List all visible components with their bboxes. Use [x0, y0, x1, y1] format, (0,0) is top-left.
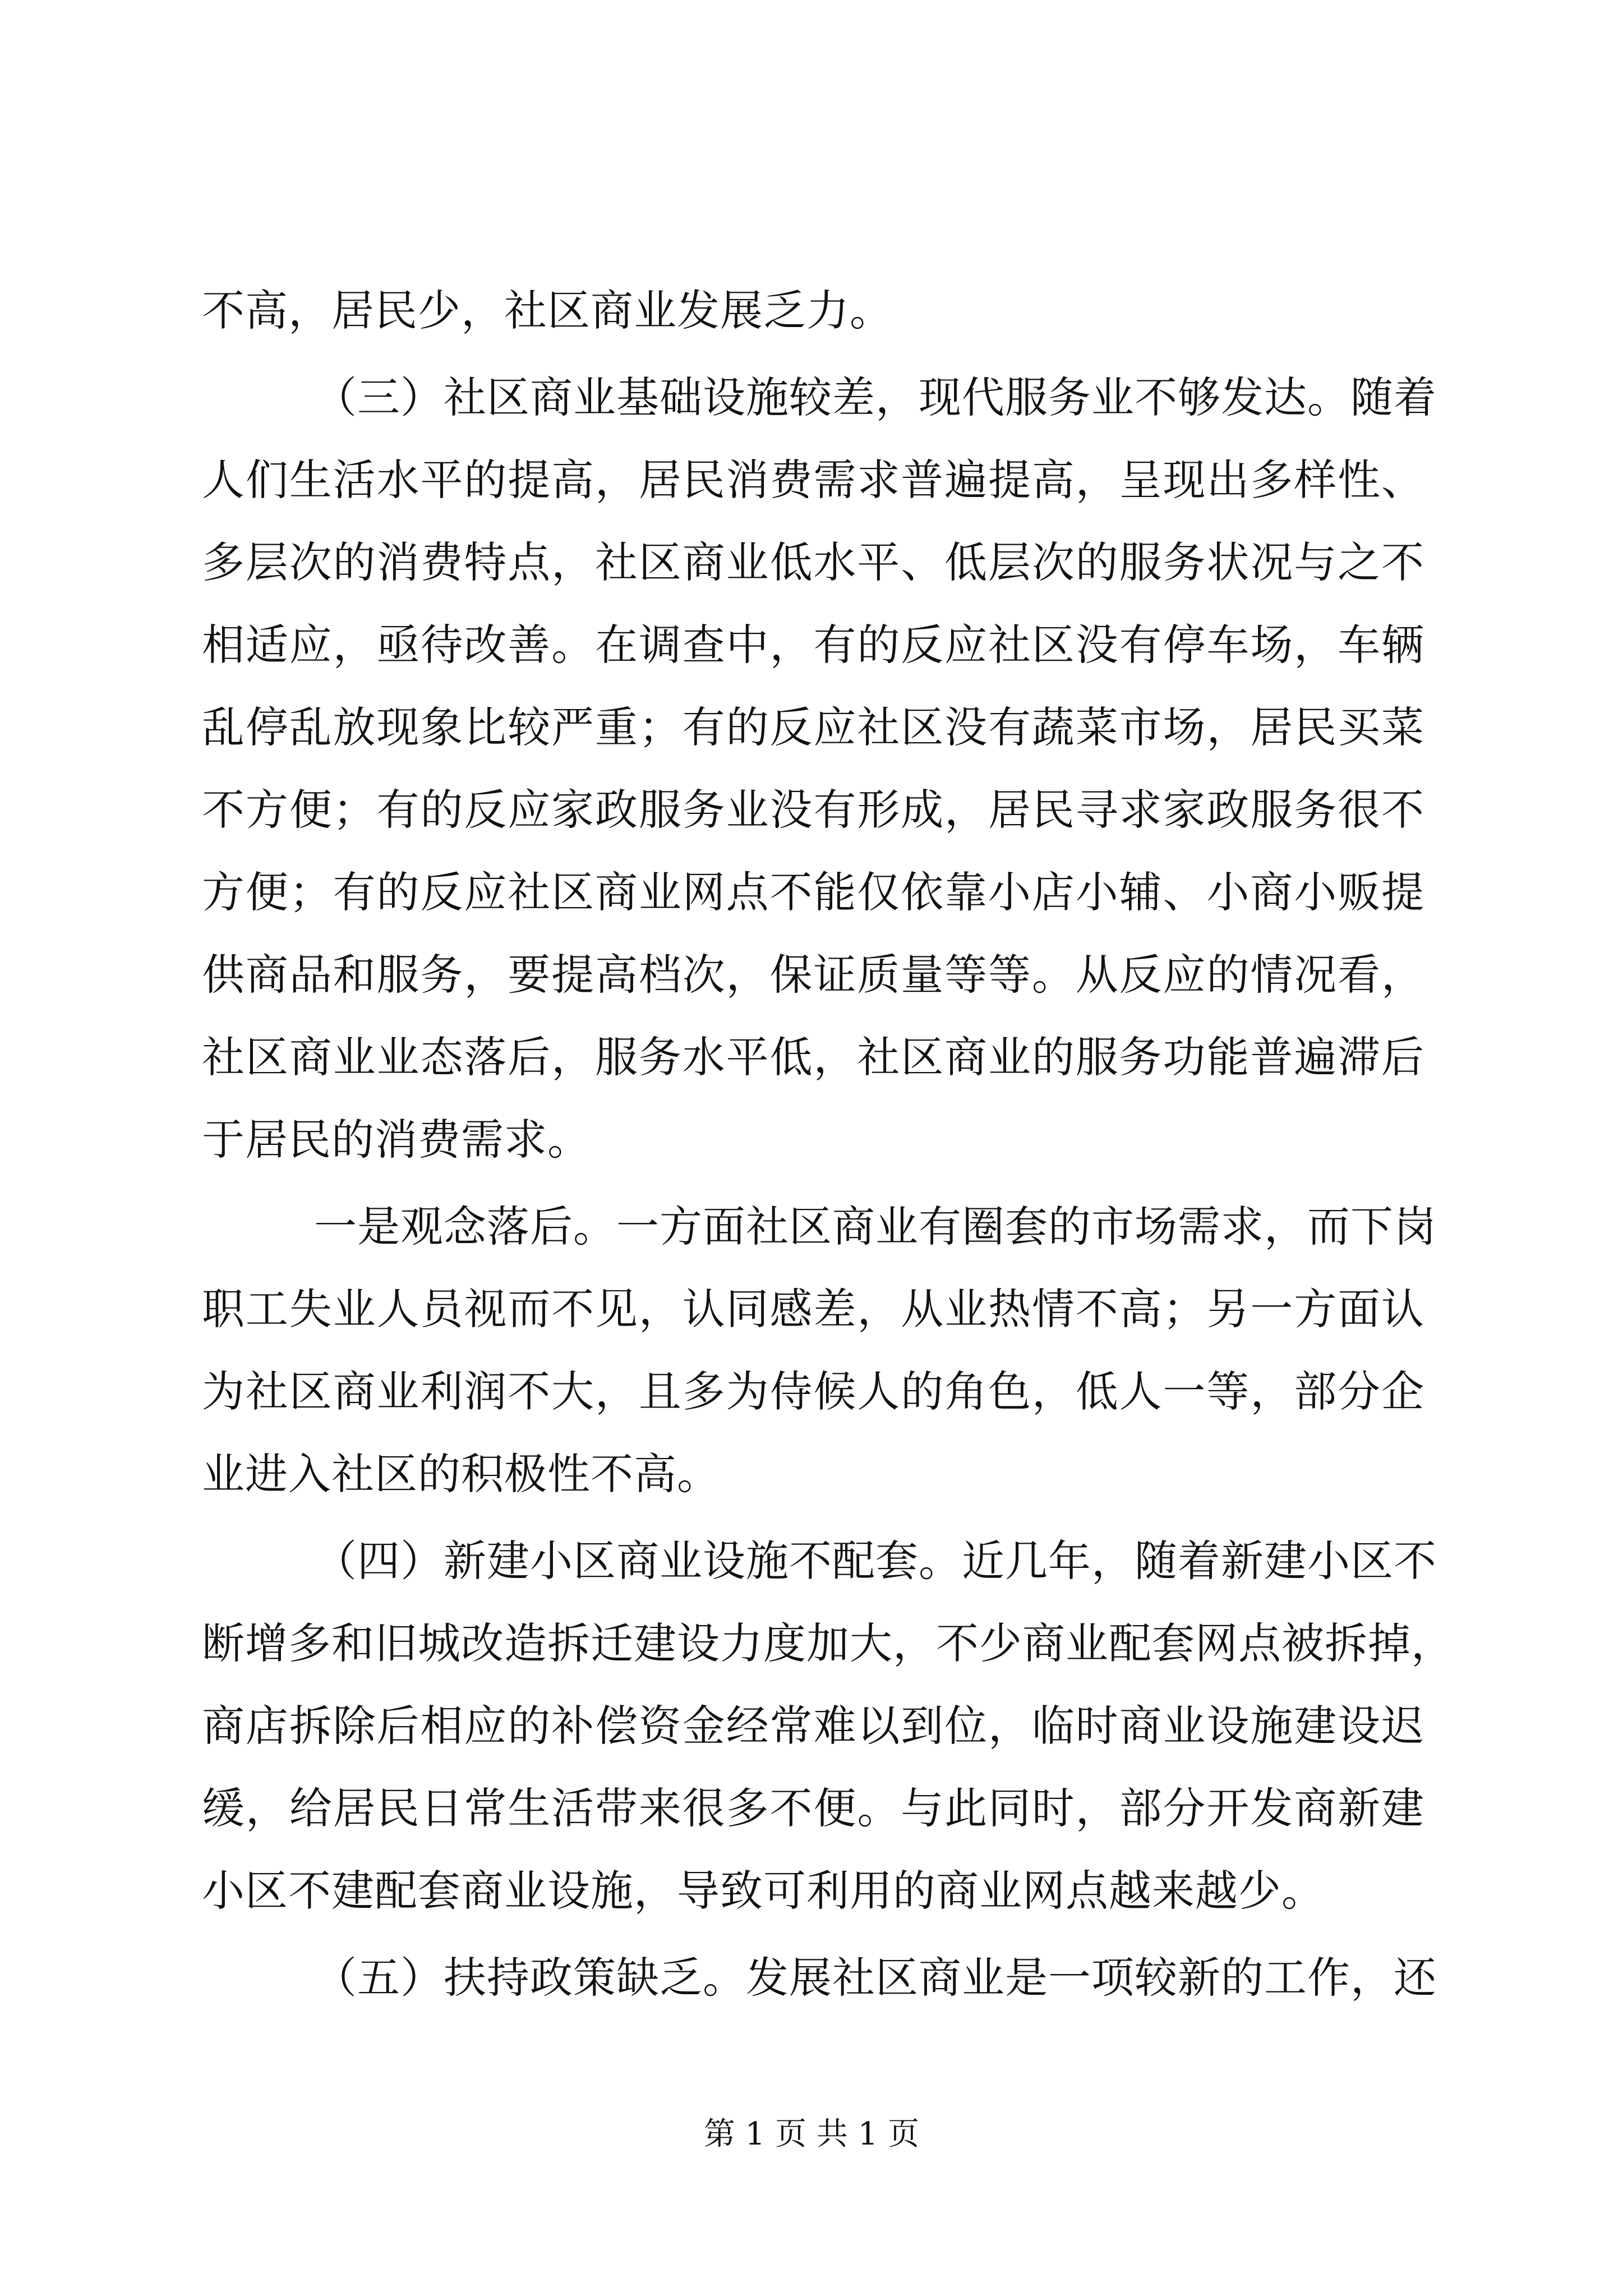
text-line: 多层次的消费特点，社区商业低水平、低层次的服务状况与之不	[202, 537, 1424, 587]
text-line: 不高，居民少，社区商业发展乏力。	[202, 286, 893, 335]
text-line: 为社区商业利润不大，且多为侍候人的角色，低人一等，部分企	[202, 1366, 1424, 1416]
document-body	[202, 269, 1454, 2019]
text-line: 一是观念落后。一方面社区商业有圈套的市场需求，而下岗	[314, 1202, 1437, 1251]
text-line: （三）社区商业基础设施较差，现代服务业不够发达。随着	[314, 372, 1437, 422]
text-line: 社区商业业态落后，服务水平低，社区商业的服务功能普遍滞后	[202, 1032, 1424, 1082]
text-line: 缓，给居民日常生活带来很多不便。与此同时，部分开发商新建	[202, 1783, 1424, 1833]
text-line: （五）扶持政策缺乏。发展社区商业是一项较新的工作，还	[314, 1953, 1437, 2003]
text-line: 供商品和服务，要提高档次，保证质量等等。从反应的情况看，	[202, 950, 1424, 1000]
text-line: 于居民的消费需求。	[202, 1115, 591, 1165]
paragraph	[202, 1520, 1454, 1932]
paragraph	[202, 1185, 1437, 1515]
text-line: 断增多和旧城改造拆迁建设力度加大，不少商业配套网点被拆掉，	[202, 1618, 1454, 1668]
text-line: 商店拆除后相应的补偿资金经常难以到位，临时商业设施建设迟	[202, 1701, 1424, 1751]
page-footer: 第 1 页 共 1 页	[703, 2116, 920, 2152]
paragraph	[202, 269, 1424, 352]
text-line: 人们生活水平的提高，居民消费需求普遍提高，呈现出多样性、	[202, 455, 1424, 505]
text-line: 职工失业人员视而不见，认同感差，从业热情不高；另一方面认	[202, 1284, 1424, 1334]
text-line: 小区不建配套商业设施，导致可利用的商业网点越来越少。	[202, 1866, 1325, 1916]
paragraph	[202, 1936, 1437, 2019]
text-line: 乱停乱放现象比较严重；有的反应社区没有蔬菜市场，居民买菜	[202, 702, 1424, 752]
text-line: 业进入社区的积极性不高。	[202, 1449, 720, 1499]
text-line: 方便；有的反应社区商业网点不能仅依靠小店小辅、小商小贩提	[202, 867, 1424, 917]
text-line: 相适应，亟待改善。在调查中，有的反应社区没有停车场，车辆	[202, 620, 1424, 670]
paragraph	[202, 356, 1437, 1181]
text-line: （四）新建小区商业设施不配套。近几年，随着新建小区不	[314, 1536, 1437, 1586]
text-line: 不方便；有的反应家政服务业没有形成，居民寻求家政服务很不	[202, 785, 1424, 835]
